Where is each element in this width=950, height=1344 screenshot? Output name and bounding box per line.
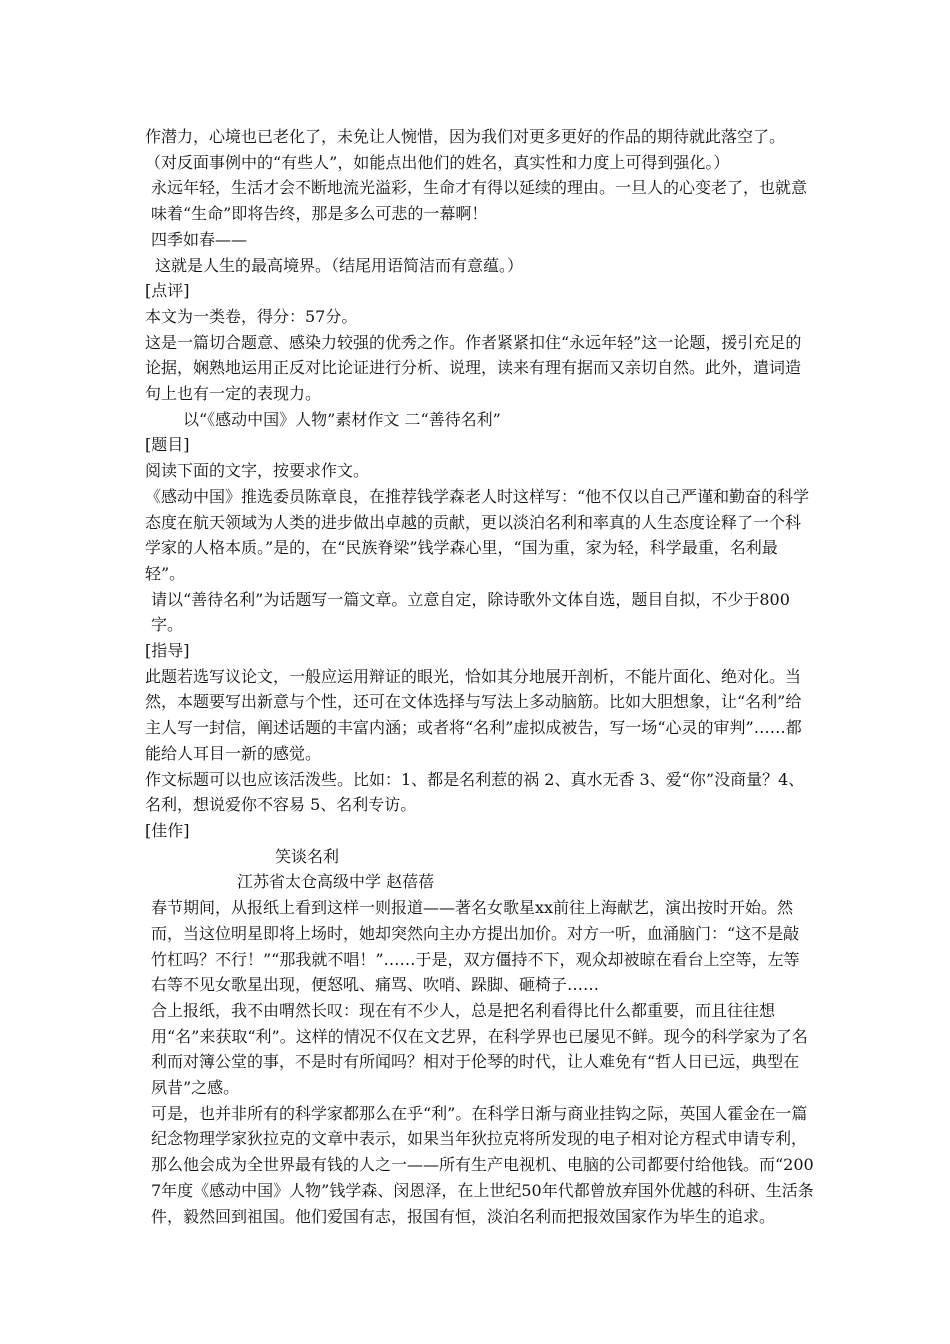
score-line: 本文为一类卷，得分：57分。 <box>145 306 358 326</box>
paragraph: 可是，也并非所有的科学家都那么在乎“利”。在科学日渐与商业挂钩之际，英国人霍金在一篇纪念物理学家狄拉克的文章中表示，如果当年狄拉克将所发现的电子相对论方程式申请专利，那么他会成为全世界最有钱的人之一——所有生产电视机、电脑的公司都要付给他钱。而“2007年度《感动中国》人物”钱学森、闵恩泽，在上世纪50年代都曾放弃国外优越的科研、生活条件，毅然回到祖国。他们爱国有志，报国有恒，淡泊名利而把报效国家作为毕生的追求。 <box>151 1103 814 1226</box>
paragraph: 这就是人生的最高境界。（结尾用语简洁而有意蕴。） <box>155 255 524 275</box>
paragraph: 这是一篇切合题意、感染力较强的优秀之作。作者紧紧扣住“永远年轻”这一论题，援引充足的论据，娴熟地运用正反对比论证进行分析、说理，读来有理有据而又亲切自然。此外，遣词造句上也有一定的表现力。 <box>145 332 802 404</box>
section-label: [点评] <box>145 281 190 301</box>
paragraph: 此题若选写议论文，一般应运用辩证的眼光，恰如其分地展开剖析，不能片面化、绝对化。当然，本题要写出新意与个性，还可在文体选择与写法上多动脑筋。比如大胆想象，让“名利”给主人写一封信，阐述话题的丰富内涵；或者将“名利”虚拟成被告，写一场“心灵的审判”……都能给人耳目一新的感觉。 <box>145 666 802 763</box>
essay-title: 笑谈名利 <box>275 846 340 866</box>
paragraph: 作潜力，心境也已老化了，未免让人惋惜，因为我们对更多更好的作品的期待就此落空了。 <box>145 127 786 146</box>
essay-author: 江苏省太仓高级中学 赵蓓蓓 <box>237 872 435 892</box>
paragraph: 永远年轻，生活才会不断地流光溢彩，生命才有得以延续的理由。一旦人的心变老了，也就意味着“生命”即将告终，那是多么可悲的一幕啊！ <box>151 178 808 224</box>
paragraph: 阅读下面的文字，按要求作文。 <box>145 461 370 481</box>
paragraph: 四季如春—— <box>151 229 248 249</box>
paragraph: 合上报纸，我不由喟然长叹：现在有不少人，总是把名利看得比什么都重要，而且往往想用“名”来获取“利”。这样的情况不仅在文艺界，在科学界也已屡见不鲜。现今的科学家为了名利而对簿公堂的事，不是时有所闻吗？相对于伦琴的时代，让人难免有“哲人日已远，典型在夙昔”之感。 <box>151 1000 808 1098</box>
comment-note: （对反面事例中的“有些人”，如能点出他们的姓名，真实性和力度上可得到强化。） <box>145 152 730 172</box>
paragraph: 春节期间，从报纸上看到这样一则报道——著名女歌星xx前往上海献艺，演出按时开始。然而，当这位明星即将上场时，她却突然向主办方提出加价。对方一听，血涌脑门：“这不是敲竹杠吗？不行！”“那我就不唱！”……于是，双方僵持不下，观众却被晾在看台上空等，左等右等不见女歌星出现，便怒吼、痛骂、吹哨、跺脚、砸椅子…… <box>151 898 800 995</box>
paragraph: 《感动中国》推选委员陈章良，在推荐钱学森老人时这样写：“他不仅以自己严谨和勤奋的科学态度在航天领域为人类的进步做出卓越的贡献，更以淡泊名利和率真的人生态度诠释了一个科学家的人格本质。”是的，在“民族脊梁”钱学森心里，“国为重，家为轻，科学最重，名利最轻”。 <box>145 486 810 583</box>
section-label: [指导] <box>145 641 190 661</box>
paragraph: 作文标题可以也应该活泼些。比如：1、都是名利惹的祸 2、真水无香 3、爱“你”没商量？4、名利，想说爱你不容易 5、名利专访。 <box>145 769 805 815</box>
document-body <box>145 124 815 1229</box>
section-label: [佳作] <box>145 820 190 840</box>
section-heading: 以“《感动中国》人物”素材作文 二“善待名利” <box>183 409 501 429</box>
paragraph: 请以“善待名利”为话题写一篇文章。立意自定，除诗歌外文体自选，题目自拟，不少于800字。 <box>151 589 790 635</box>
section-label: [题目] <box>145 435 190 455</box>
